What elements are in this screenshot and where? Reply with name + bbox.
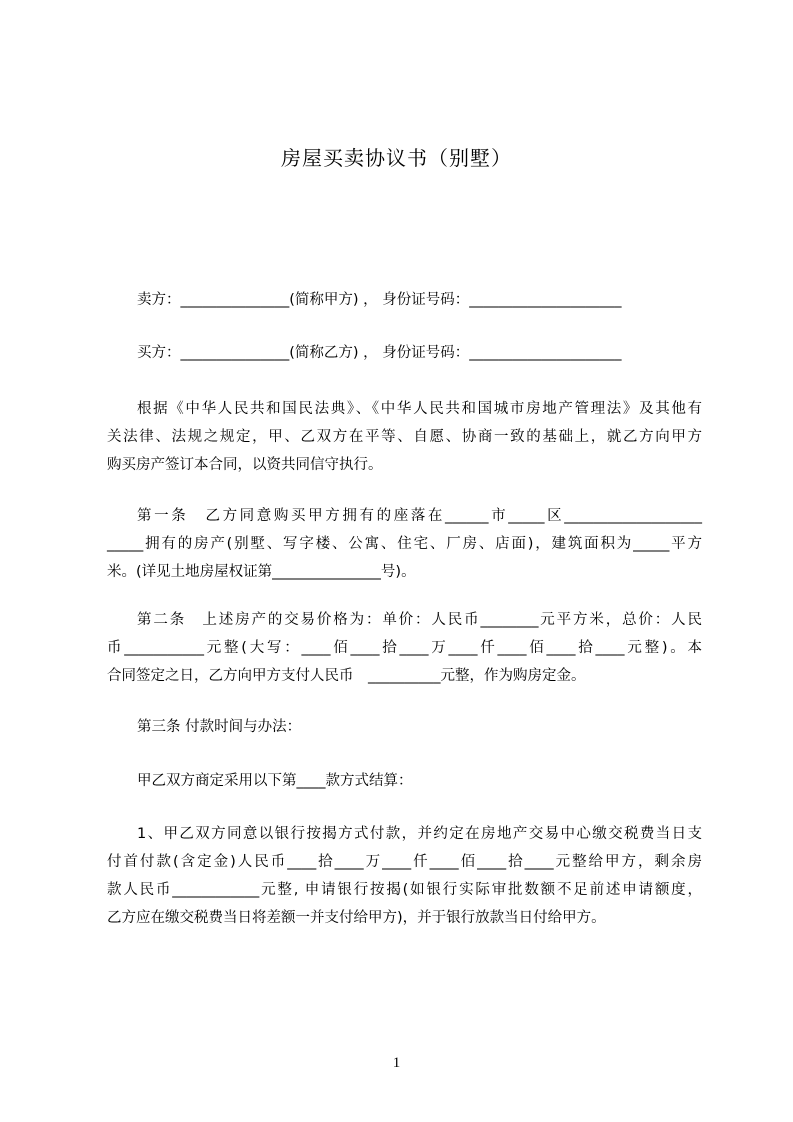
article1-line: 米。(详见土地房屋权证第_______________号)。 <box>107 564 416 580</box>
option1-line: 1、甲乙双方同意以银行按揭方式付款，并约定在房地产交易中心缴交税费当日支 <box>137 826 702 842</box>
preamble-line: 关法律、法规之规定，甲、乙双方在平等、自愿、协商一致的基础上，就乙方向甲方 <box>107 429 702 445</box>
article1-line: 第一条 乙方同意购买甲方拥有的座落在______市_____区___________________ <box>137 508 702 524</box>
buyer-line: 买方：_______________(简称乙方) ， 身份证号码：_____________________ <box>137 345 622 361</box>
article2-line: 第二条 上述房产的交易价格为：单价：人民币________元平方米，总价：人民 <box>137 612 702 628</box>
article3-heading: 第三条 付款时间与办法： <box>137 719 302 735</box>
article2-line: 合同签定之日，乙方向甲方支付人民币 __________元整，作为购房定金。 <box>107 668 586 684</box>
payment-choice-line: 甲乙双方商定采用以下第____款方式结算： <box>137 773 413 789</box>
option1-line: 款人民币____________元整, 申请银行按揭(如银行实际审批数额不足前述申请额度， <box>107 882 702 898</box>
article1-line: _____拥有的房产(别墅、写字楼、公寓、住宅、厂房、店面)，建筑面积为_____平方 <box>107 536 702 552</box>
preamble-line: 根据《中华人民共和国民法典》、《中华人民共和国城市房地产管理法》及其他有 <box>137 401 702 417</box>
preamble-line: 购买房产签订本合同，以资共同信守执行。 <box>107 457 383 473</box>
page-number: 1 <box>392 1055 401 1071</box>
option1-line: 付首付款(含定金)人民币____拾____万____仟____佰____拾____元整给甲方，剩余房 <box>107 854 702 870</box>
seller-line: 卖方：_______________(简称甲方) ， 身份证号码：_____________________ <box>137 292 622 308</box>
document-title: 房屋买卖协议书（别墅） <box>281 146 512 170</box>
option1-line: 乙方应在缴交税费当日将差额一并支付给甲方)，并于银行放款当日付给甲方。 <box>107 910 606 926</box>
article2-line: 币___________元整(大写：____佰____拾____万____仟____佰____拾____元整)。本 <box>107 640 702 656</box>
